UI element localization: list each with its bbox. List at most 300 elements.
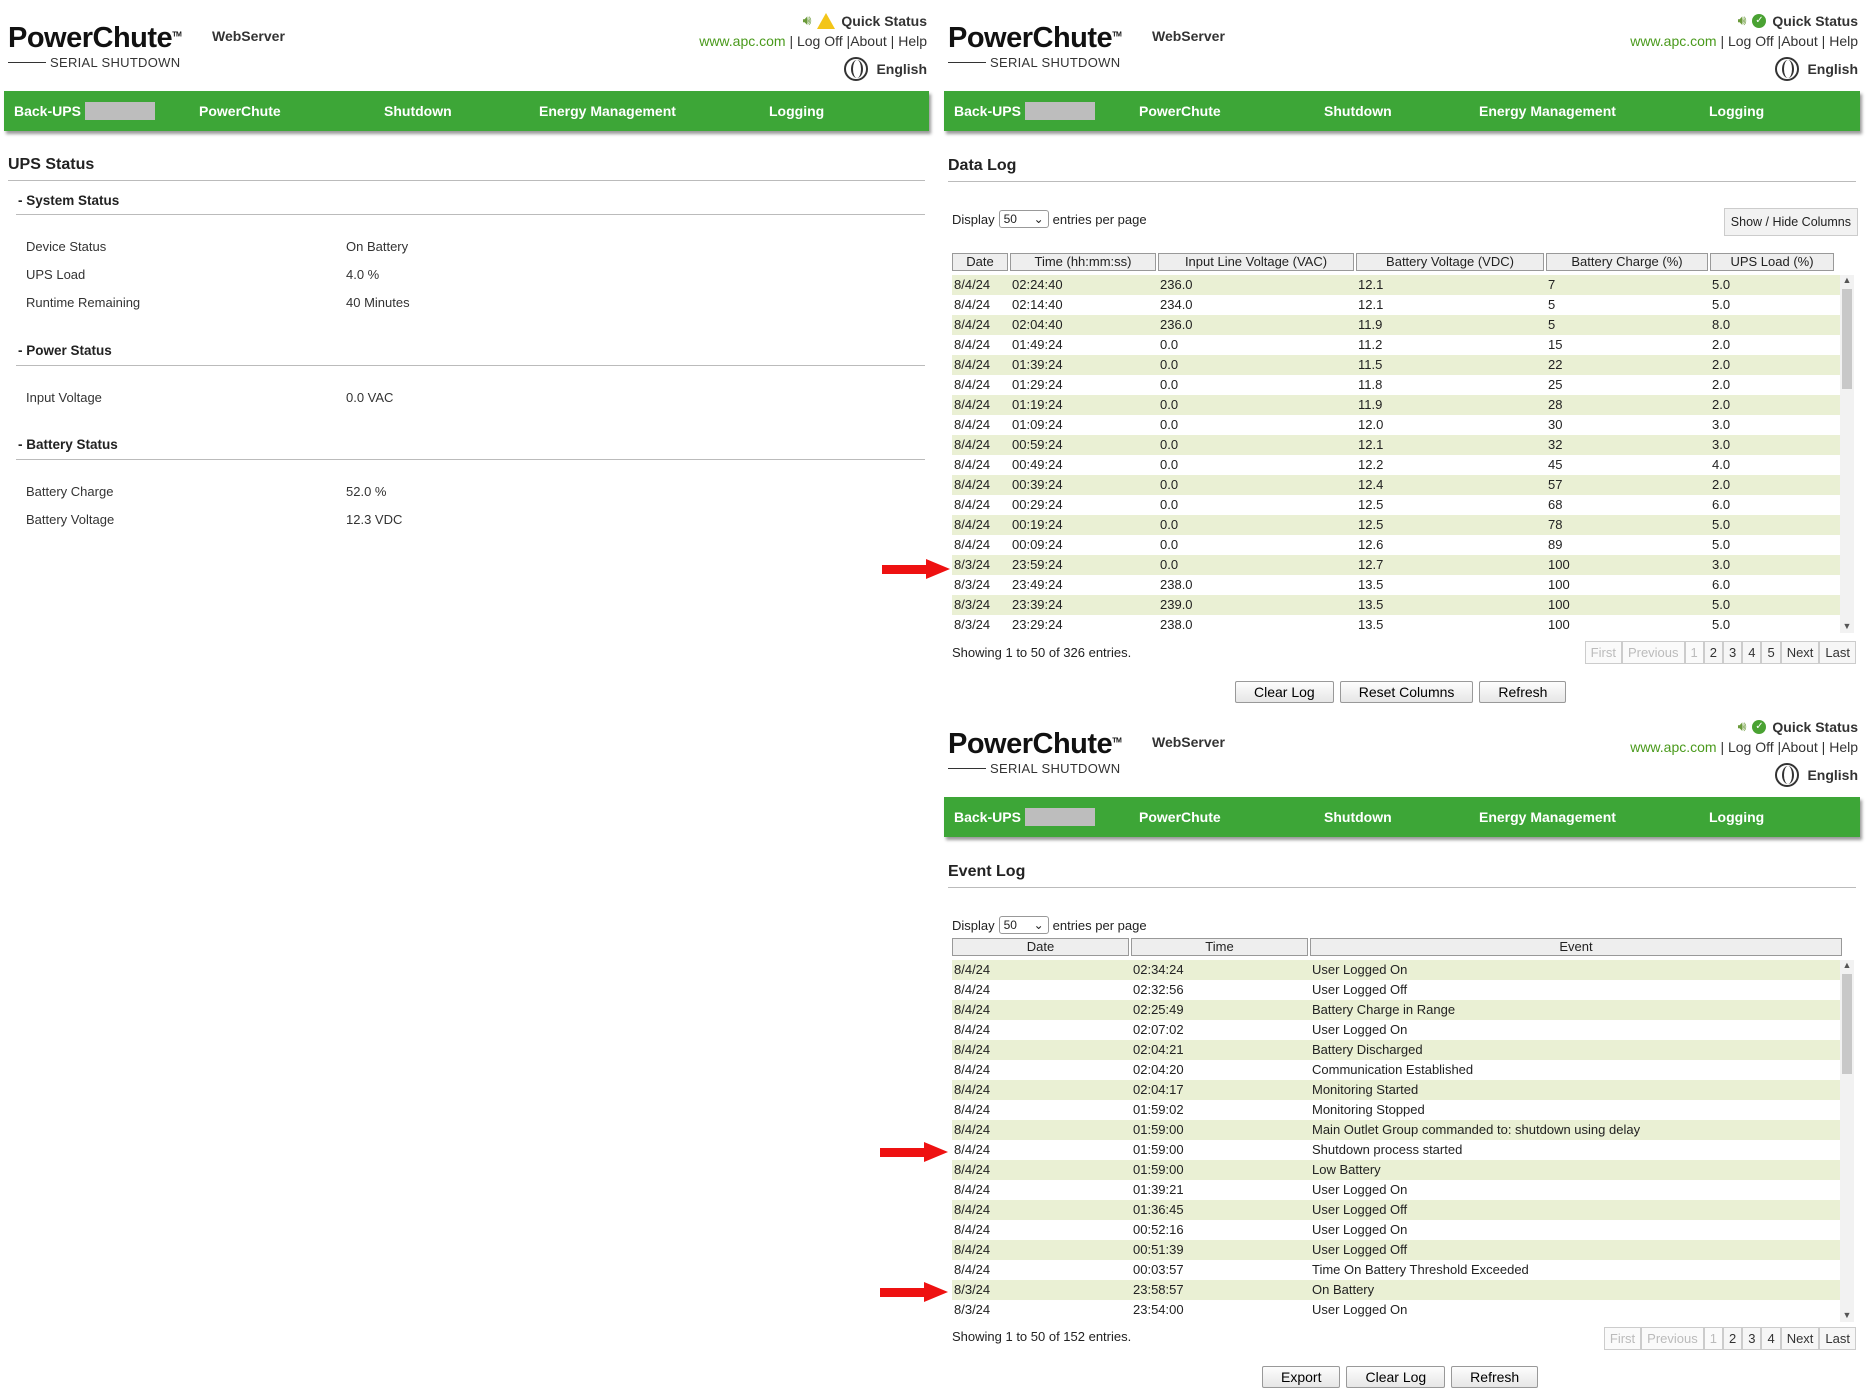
table-cell: Communication Established bbox=[1312, 1062, 1474, 1077]
table-cell: 8/4/24 bbox=[954, 982, 991, 997]
table-cell: 11.2 bbox=[1358, 337, 1383, 352]
webserver-label: WebServer bbox=[1152, 734, 1225, 750]
table-cell: 00:29:24 bbox=[1012, 497, 1063, 512]
nav-device[interactable]: Back-UPS bbox=[954, 103, 1021, 119]
page-button[interactable]: 3 bbox=[1742, 1327, 1761, 1350]
table-cell: User Logged On bbox=[1312, 1022, 1408, 1037]
nav-logging[interactable]: Logging bbox=[769, 103, 825, 119]
column-header[interactable]: Date bbox=[952, 938, 1129, 956]
table-cell: 238.0 bbox=[1160, 617, 1193, 632]
nav-shutdown[interactable]: Shutdown bbox=[1324, 809, 1392, 825]
nav-powerchute[interactable]: PowerChute bbox=[199, 103, 281, 119]
kv-value: 0.0 VAC bbox=[346, 390, 394, 405]
table-cell: Main Outlet Group commanded to: shutdown using delay bbox=[1312, 1122, 1641, 1137]
nav-shutdown[interactable]: Shutdown bbox=[384, 103, 452, 119]
check-icon: ✓ bbox=[1752, 14, 1766, 28]
table-cell: 2.0 bbox=[1712, 357, 1731, 372]
column-header[interactable]: Input Line Voltage (VAC) bbox=[1158, 253, 1354, 271]
table-cell: 23:39:24 bbox=[1012, 597, 1063, 612]
table-cell: 8/4/24 bbox=[954, 477, 991, 492]
globe-icon[interactable] bbox=[844, 57, 868, 81]
kv-label: Runtime Remaining bbox=[26, 295, 141, 310]
speaker-icon[interactable]: 🔊︎ bbox=[1737, 718, 1747, 734]
quick-status-label[interactable]: Quick Status bbox=[841, 12, 927, 29]
table-cell: 12.7 bbox=[1358, 557, 1384, 572]
display-control: Display 50 ⌄ entries per page bbox=[952, 211, 1147, 227]
kv-label: Device Status bbox=[26, 239, 107, 254]
showing-info: Showing 1 to 50 of 326 entries. bbox=[952, 645, 1132, 660]
divider bbox=[8, 180, 925, 181]
kv-value: 12.3 VDC bbox=[346, 512, 403, 527]
logoff-link[interactable]: Log Off bbox=[796, 33, 843, 49]
table-cell: 8/4/24 bbox=[954, 297, 991, 312]
table-cell: 8/4/24 bbox=[954, 1262, 991, 1277]
table-cell: User Logged On bbox=[1312, 1302, 1408, 1317]
table-cell: 0.0 bbox=[1160, 377, 1179, 392]
table-row bbox=[952, 335, 1854, 355]
kv-value: 40 Minutes bbox=[346, 295, 410, 310]
table-cell: 28 bbox=[1548, 397, 1563, 412]
table-cell: 2.0 bbox=[1712, 337, 1731, 352]
table-cell: 01:29:24 bbox=[1012, 377, 1063, 392]
refresh-button[interactable]: Refresh bbox=[1479, 681, 1566, 703]
about-link[interactable]: About bbox=[850, 33, 887, 49]
table-cell: 6.0 bbox=[1712, 577, 1731, 592]
help-link[interactable]: Help bbox=[1829, 739, 1858, 755]
table-cell: Time On Battery Threshold Exceeded bbox=[1312, 1262, 1529, 1277]
table-cell: 2.0 bbox=[1712, 397, 1731, 412]
table-row bbox=[952, 455, 1854, 475]
table-cell: 00:03:57 bbox=[1133, 1262, 1184, 1277]
table-cell: 78 bbox=[1548, 517, 1563, 532]
table-cell: 01:39:21 bbox=[1133, 1182, 1184, 1197]
speaker-icon[interactable]: 🔊︎ bbox=[802, 12, 812, 28]
column-header[interactable]: Battery Voltage (VDC) bbox=[1356, 253, 1544, 271]
entries-select[interactable]: 50 ⌄ bbox=[999, 916, 1049, 934]
nav-shutdown[interactable]: Shutdown bbox=[1324, 103, 1392, 119]
table-row bbox=[952, 1080, 1854, 1100]
table-cell: 5.0 bbox=[1712, 617, 1731, 632]
table-cell: 13.5 bbox=[1358, 617, 1384, 632]
page-button[interactable]: 3 bbox=[1723, 641, 1742, 664]
table-cell: User Logged Off bbox=[1312, 1242, 1408, 1257]
page-title: Data Log bbox=[948, 157, 1017, 174]
main-nav bbox=[4, 91, 929, 131]
table-cell: 3.0 bbox=[1712, 417, 1731, 432]
about-link[interactable]: About bbox=[1781, 33, 1818, 49]
page-button[interactable]: First bbox=[1585, 641, 1622, 664]
page-button[interactable]: 5 bbox=[1761, 641, 1780, 664]
redacted-model bbox=[1025, 808, 1095, 826]
apc-link[interactable]: www.apc.com bbox=[1630, 33, 1717, 49]
webserver-label: WebServer bbox=[1152, 28, 1225, 44]
quick-status-label[interactable]: Quick Status bbox=[1772, 12, 1858, 29]
table-cell: 00:52:16 bbox=[1133, 1222, 1184, 1237]
table-cell: 00:49:24 bbox=[1012, 457, 1063, 472]
table-cell: 32 bbox=[1548, 437, 1563, 452]
table-cell: 01:59:00 bbox=[1133, 1122, 1184, 1137]
table-row bbox=[952, 595, 1854, 615]
table-cell: 0.0 bbox=[1160, 537, 1179, 552]
language-select[interactable]: English bbox=[876, 61, 927, 77]
page-button[interactable]: Previous bbox=[1641, 1327, 1704, 1350]
table-row bbox=[952, 1180, 1854, 1200]
page-title: Event Log bbox=[948, 863, 1026, 880]
clear-log-button[interactable]: Clear Log bbox=[1346, 1366, 1445, 1388]
help-link[interactable]: Help bbox=[898, 33, 927, 49]
table-cell: 02:32:56 bbox=[1133, 982, 1184, 997]
table-cell: 0.0 bbox=[1160, 497, 1179, 512]
table-row bbox=[952, 1040, 1854, 1060]
scroll-down-icon: ▼ bbox=[1842, 1310, 1852, 1320]
button-group bbox=[1262, 1366, 1538, 1388]
red-arrow-annotation bbox=[882, 559, 952, 579]
warning-icon bbox=[817, 13, 835, 29]
table-cell: Battery Charge in Range bbox=[1312, 1002, 1456, 1017]
table-cell: User Logged On bbox=[1312, 1182, 1408, 1197]
table-cell: 8/4/24 bbox=[954, 337, 991, 352]
vertical-scrollbar[interactable] bbox=[1840, 960, 1854, 1322]
table-cell: 30 bbox=[1548, 417, 1563, 432]
table-cell: 8/4/24 bbox=[954, 1082, 991, 1097]
table-cell: 00:51:39 bbox=[1133, 1242, 1184, 1257]
table-cell: Monitoring Stopped bbox=[1312, 1102, 1425, 1117]
table-cell: 02:07:02 bbox=[1133, 1022, 1184, 1037]
table-cell: 25 bbox=[1548, 377, 1563, 392]
nav-energy-management[interactable]: Energy Management bbox=[1479, 103, 1616, 119]
table-cell: 2.0 bbox=[1712, 377, 1731, 392]
column-header[interactable]: Event bbox=[1310, 938, 1842, 956]
table-row bbox=[952, 295, 1854, 315]
table-cell: 12.1 bbox=[1358, 437, 1384, 452]
table-cell: 5.0 bbox=[1712, 597, 1731, 612]
table-cell: 5 bbox=[1548, 297, 1556, 312]
table-row bbox=[952, 275, 1854, 295]
about-link[interactable]: About bbox=[1781, 739, 1818, 755]
table-cell: 02:25:49 bbox=[1133, 1002, 1184, 1017]
apc-link[interactable]: www.apc.com bbox=[699, 33, 786, 49]
table-cell: 8/4/24 bbox=[954, 537, 991, 552]
table-cell: 0.0 bbox=[1160, 457, 1179, 472]
table-cell: 8/4/24 bbox=[954, 357, 991, 372]
kv-label: Battery Charge bbox=[26, 484, 114, 499]
page-button[interactable]: Next bbox=[1781, 1327, 1820, 1350]
column-header[interactable]: Time (hh:mm:ss) bbox=[1010, 253, 1156, 271]
table-cell: 8/4/24 bbox=[954, 437, 991, 452]
clear-log-button[interactable]: Clear Log bbox=[1235, 681, 1334, 703]
nav-logging[interactable]: Logging bbox=[1709, 809, 1765, 825]
page-button[interactable]: Last bbox=[1819, 641, 1856, 664]
table-cell: 01:59:00 bbox=[1133, 1162, 1184, 1177]
table-row bbox=[952, 960, 1854, 980]
show-hide-columns-button[interactable]: Show / Hide Columns bbox=[1724, 208, 1858, 236]
table-row bbox=[952, 375, 1854, 395]
column-header[interactable]: UPS Load (%) bbox=[1710, 253, 1834, 271]
table-cell: 15 bbox=[1548, 337, 1563, 352]
table-cell: 23:49:24 bbox=[1012, 577, 1063, 592]
entries-select[interactable]: 50 ⌄ bbox=[999, 210, 1049, 228]
table-cell: 01:19:24 bbox=[1012, 397, 1063, 412]
apc-link[interactable]: www.apc.com bbox=[1630, 739, 1717, 755]
table-cell: 01:49:24 bbox=[1012, 337, 1063, 352]
table-cell: 0.0 bbox=[1160, 417, 1179, 432]
showing-info: Showing 1 to 50 of 152 entries. bbox=[952, 1329, 1132, 1344]
table-cell: 8/4/24 bbox=[954, 1222, 991, 1237]
table-cell: 12.2 bbox=[1358, 457, 1384, 472]
table-cell: 8/4/24 bbox=[954, 517, 991, 532]
table-cell: 8/4/24 bbox=[954, 1002, 991, 1017]
check-icon: ✓ bbox=[1752, 720, 1766, 734]
table-row bbox=[952, 1160, 1854, 1180]
table-cell: Monitoring Started bbox=[1312, 1082, 1419, 1097]
redacted-model bbox=[85, 102, 155, 120]
button-group bbox=[1235, 681, 1566, 703]
kv-label: Input Voltage bbox=[26, 390, 102, 405]
table-cell: 12.1 bbox=[1358, 297, 1384, 312]
nav-device[interactable]: Back-UPS bbox=[954, 809, 1021, 825]
table-cell: 01:39:24 bbox=[1012, 357, 1063, 372]
nav-energy-management[interactable]: Energy Management bbox=[1479, 809, 1616, 825]
table-cell: 8/3/24 bbox=[954, 1302, 991, 1317]
page-button[interactable]: 4 bbox=[1742, 641, 1761, 664]
table-cell: 8/4/24 bbox=[954, 497, 991, 512]
reset-columns-button[interactable]: Reset Columns bbox=[1340, 681, 1474, 703]
table-cell: 4.0 bbox=[1712, 457, 1731, 472]
kv-label: UPS Load bbox=[26, 267, 86, 282]
table-cell: 8/3/24 bbox=[954, 617, 991, 632]
page-button[interactable]: 2 bbox=[1704, 641, 1723, 664]
main-nav bbox=[944, 91, 1860, 131]
table-cell: 236.0 bbox=[1160, 317, 1193, 332]
table-cell: 0.0 bbox=[1160, 477, 1179, 492]
display-control: Display 50 ⌄ entries per page bbox=[952, 917, 1147, 933]
table-cell: 3.0 bbox=[1712, 437, 1731, 452]
table-cell: 8/4/24 bbox=[954, 1122, 991, 1137]
globe-icon[interactable] bbox=[1775, 57, 1799, 81]
table-cell: User Logged Off bbox=[1312, 982, 1408, 997]
table-row bbox=[952, 1020, 1854, 1040]
table-cell: 12.5 bbox=[1358, 497, 1384, 512]
table-row bbox=[952, 495, 1854, 515]
table-row bbox=[952, 535, 1854, 555]
nav-powerchute[interactable]: PowerChute bbox=[1139, 809, 1221, 825]
table-cell: 100 bbox=[1548, 617, 1570, 632]
table-cell: 22 bbox=[1548, 357, 1563, 372]
header: PowerChute™ SERIAL SHUTDOWN WebServer 🔊︎ ✓ Quick Status www.apc.com | Log Off |About | Help English bbox=[940, 0, 1866, 90]
nav-logging[interactable]: Logging bbox=[1709, 103, 1765, 119]
red-arrow-annotation bbox=[880, 1142, 950, 1162]
table-row bbox=[952, 1300, 1854, 1320]
page-button[interactable]: 1 bbox=[1685, 641, 1704, 664]
speaker-icon[interactable]: 🔊︎ bbox=[1737, 12, 1747, 28]
nav-energy-management[interactable]: Energy Management bbox=[539, 103, 676, 119]
table-cell: 23:29:24 bbox=[1012, 617, 1063, 632]
table-row bbox=[952, 435, 1854, 455]
table-cell: 238.0 bbox=[1160, 577, 1193, 592]
page-button[interactable]: Next bbox=[1781, 641, 1820, 664]
table-cell: 12.1 bbox=[1358, 277, 1384, 292]
globe-icon[interactable] bbox=[1775, 763, 1799, 787]
table-cell: 57 bbox=[1548, 477, 1563, 492]
table-cell: 13.5 bbox=[1358, 597, 1384, 612]
powerchute-logo: PowerChute™ SERIAL SHUTDOWN bbox=[948, 728, 1122, 776]
table-cell: 0.0 bbox=[1160, 437, 1179, 452]
logoff-link[interactable]: Log Off bbox=[1727, 739, 1774, 755]
table-row bbox=[952, 980, 1854, 1000]
table-row bbox=[952, 1000, 1854, 1020]
kv-value: On Battery bbox=[346, 239, 409, 254]
table-cell: 8/3/24 bbox=[954, 577, 991, 592]
table-cell: 5.0 bbox=[1712, 537, 1731, 552]
table-cell: 23:59:24 bbox=[1012, 557, 1063, 572]
table-cell: 0.0 bbox=[1160, 517, 1179, 532]
table-cell: 00:19:24 bbox=[1012, 517, 1063, 532]
table-cell: 01:36:45 bbox=[1133, 1202, 1184, 1217]
table-cell: 6.0 bbox=[1712, 497, 1731, 512]
table-row bbox=[952, 1200, 1854, 1220]
help-link[interactable]: Help bbox=[1829, 33, 1858, 49]
table-cell: 11.9 bbox=[1358, 317, 1383, 332]
page-title: UPS Status bbox=[8, 156, 95, 173]
page-button[interactable]: First bbox=[1604, 1327, 1641, 1350]
table-cell: 01:09:24 bbox=[1012, 417, 1063, 432]
table-cell: 02:34:24 bbox=[1133, 962, 1184, 977]
event-log-panel bbox=[940, 706, 1866, 1396]
table-cell: 0.0 bbox=[1160, 357, 1179, 372]
column-header[interactable]: Date bbox=[952, 253, 1008, 271]
scroll-up-icon: ▲ bbox=[1842, 960, 1852, 970]
kv-value: 4.0 % bbox=[346, 267, 380, 282]
table-cell: 8/4/24 bbox=[954, 1242, 991, 1257]
table-row bbox=[952, 1060, 1854, 1080]
table-cell: 23:54:00 bbox=[1133, 1302, 1184, 1317]
page-button[interactable]: Last bbox=[1819, 1327, 1856, 1350]
table-cell: 12.0 bbox=[1358, 417, 1384, 432]
page-button[interactable]: Previous bbox=[1622, 641, 1685, 664]
pagination bbox=[1604, 1327, 1856, 1350]
table-row bbox=[952, 355, 1854, 375]
table-row bbox=[952, 575, 1854, 595]
table-cell: 8/4/24 bbox=[954, 1102, 991, 1117]
table-cell: 00:09:24 bbox=[1012, 537, 1063, 552]
table-cell: 12.4 bbox=[1358, 477, 1384, 492]
chevron-down-icon: ⌄ bbox=[1033, 212, 1044, 226]
chevron-down-icon: ⌄ bbox=[1033, 918, 1044, 932]
quick-status-label[interactable]: Quick Status bbox=[1772, 718, 1858, 735]
red-arrow-annotation bbox=[880, 1282, 950, 1302]
table-cell: 8/4/24 bbox=[954, 1202, 991, 1217]
table-cell: 8/4/24 bbox=[954, 417, 991, 432]
table-cell: 8/4/24 bbox=[954, 317, 991, 332]
table-cell: 8/3/24 bbox=[954, 557, 991, 572]
nav-device[interactable]: Back-UPS bbox=[14, 103, 81, 119]
table-cell: 5.0 bbox=[1712, 277, 1731, 292]
table-cell: 00:39:24 bbox=[1012, 477, 1063, 492]
column-header[interactable]: Time bbox=[1131, 938, 1308, 956]
table-cell: 8/3/24 bbox=[954, 1282, 991, 1297]
column-header[interactable]: Battery Charge (%) bbox=[1546, 253, 1708, 271]
language-select[interactable]: English bbox=[1807, 61, 1858, 77]
table-cell: 100 bbox=[1548, 577, 1570, 592]
table-cell: 239.0 bbox=[1160, 597, 1193, 612]
vertical-scrollbar[interactable] bbox=[1840, 275, 1854, 633]
table-row bbox=[952, 1260, 1854, 1280]
table-cell: 8/4/24 bbox=[954, 1182, 991, 1197]
table-row bbox=[952, 1280, 1854, 1300]
table-cell: User Logged Off bbox=[1312, 1202, 1408, 1217]
table-cell: On Battery bbox=[1312, 1282, 1375, 1297]
table-cell: Low Battery bbox=[1312, 1162, 1381, 1177]
table-row bbox=[952, 415, 1854, 435]
table-row bbox=[952, 1100, 1854, 1120]
table-cell: 00:59:24 bbox=[1012, 437, 1063, 452]
table-cell: 2.0 bbox=[1712, 477, 1731, 492]
page-button[interactable]: 2 bbox=[1723, 1327, 1742, 1350]
table-cell: 8/4/24 bbox=[954, 397, 991, 412]
system-status-heading[interactable]: - System Status bbox=[18, 193, 120, 208]
table-cell: 8/4/24 bbox=[954, 457, 991, 472]
table-cell: 02:14:40 bbox=[1012, 297, 1063, 312]
table-cell: 11.9 bbox=[1358, 397, 1383, 412]
nav-powerchute[interactable]: PowerChute bbox=[1139, 103, 1221, 119]
page-button[interactable]: 1 bbox=[1704, 1327, 1723, 1350]
table-cell: 11.5 bbox=[1358, 357, 1383, 372]
export-button[interactable]: Export bbox=[1262, 1366, 1340, 1388]
table-cell: 02:04:40 bbox=[1012, 317, 1063, 332]
kv-value: 52.0 % bbox=[346, 484, 387, 499]
logoff-link[interactable]: Log Off bbox=[1727, 33, 1774, 49]
table-cell: 45 bbox=[1548, 457, 1563, 472]
table-cell: 8/4/24 bbox=[954, 377, 991, 392]
table-cell: User Logged On bbox=[1312, 1222, 1408, 1237]
table-cell: 0.0 bbox=[1160, 397, 1179, 412]
battery-status-heading[interactable]: - Battery Status bbox=[18, 437, 118, 452]
table-row bbox=[952, 1220, 1854, 1240]
table-cell: 100 bbox=[1548, 597, 1570, 612]
table-cell: 8/3/24 bbox=[954, 597, 991, 612]
table-cell: 02:04:21 bbox=[1133, 1042, 1184, 1057]
data-log-table bbox=[952, 253, 1854, 633]
table-cell: 8/4/24 bbox=[954, 277, 991, 292]
table-cell: 8/4/24 bbox=[954, 1022, 991, 1037]
table-cell: 236.0 bbox=[1160, 277, 1193, 292]
scroll-down-icon: ▼ bbox=[1842, 621, 1852, 631]
language-select[interactable]: English bbox=[1807, 767, 1858, 783]
table-cell: 02:04:17 bbox=[1133, 1082, 1184, 1097]
power-status-heading[interactable]: - Power Status bbox=[18, 343, 112, 358]
redacted-model bbox=[1025, 102, 1095, 120]
table-cell: 8/4/24 bbox=[954, 1062, 991, 1077]
table-row bbox=[952, 515, 1854, 535]
table-cell: 13.5 bbox=[1358, 577, 1384, 592]
table-cell: 8/4/24 bbox=[954, 962, 991, 977]
table-cell: 8.0 bbox=[1712, 317, 1731, 332]
header: PowerChute™ SERIAL SHUTDOWN WebServer 🔊︎ ✓ Quick Status www.apc.com | Log Off |About | Help English bbox=[940, 706, 1866, 796]
table-cell: 0.0 bbox=[1160, 557, 1179, 572]
table-cell: 3.0 bbox=[1712, 557, 1731, 572]
refresh-button[interactable]: Refresh bbox=[1451, 1366, 1538, 1388]
table-cell: 12.6 bbox=[1358, 537, 1384, 552]
kv-label: Battery Voltage bbox=[26, 512, 115, 527]
table-row bbox=[952, 1140, 1854, 1160]
data-log-panel bbox=[940, 0, 1866, 706]
table-cell: 68 bbox=[1548, 497, 1563, 512]
table-row bbox=[952, 555, 1854, 575]
page-button[interactable]: 4 bbox=[1761, 1327, 1780, 1350]
table-cell: 01:59:00 bbox=[1133, 1142, 1184, 1157]
webserver-label: WebServer bbox=[212, 28, 285, 44]
main-nav bbox=[944, 797, 1860, 837]
